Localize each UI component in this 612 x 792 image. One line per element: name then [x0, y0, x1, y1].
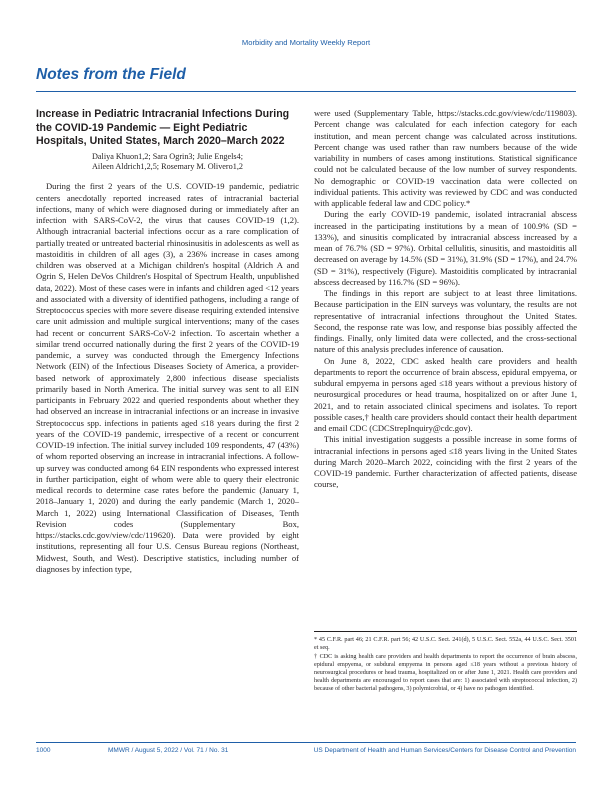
agency-name: US Department of Health and Human Services/Centers for Disease Control and Prevention [313, 747, 576, 754]
authors-line-2: Aileen Aldrich1,2,5; Rosemary M. Olivero1,2 [92, 161, 243, 171]
footer-divider [36, 742, 576, 743]
section-title: Notes from the Field [36, 66, 186, 83]
body-paragraph: During the early COVID-19 pandemic, isolated intracranial abscess increased in the participating institutions by a mean of 100.9% (SD = 133%), and sinusitis complicated by intracranial abscess increased by a mean of 76.7% (SD = 97%). Orbital cellulitis, sinusitis, and mastoiditis all decreased on average by 14.5% (SD = 31%), 31.9% (SD = 17%), and 24.7% (SD = 31%), respectively (Figure). Mastoiditis complicated by intracranial abscess decreased by 116.7% (SD = 96%). [314, 209, 577, 287]
body-paragraph: The findings in this report are subject to at least three limitations. Because participation in the EIN surveys was voluntary, the results are not representative of intracranial infections throughout the United States. Second, the response rate was low, and response bias possibly affected the findings. Finally, only limited data were collected, and the cross-sectional nature of this analysis precludes inference of causation. [314, 288, 577, 355]
body-paragraph: During the first 2 years of the U.S. COVID-19 pandemic, pediatric centers anecdotally reported increased rates of intracranial bacterial infections, many of which were diagnosed during or immediately after an infection with SARS-CoV-2, the virus that causes COVID-19 (1,2). Although intracranial bacterial infections occur as a rare complication of partially treated or untreated bacterial rhinosinusitis in adolescents as well as mastoiditis in children of all ages (3), a 236% increase in cases among children was observed at a Michigan children's hospital (Aldrich A and Ogrin S, Helen DeVos Children's Hospital of Spectrum Health, unpublished data, 2022). Most of these cases were in infants and children aged <12 years and associated with a diversity of identified pathogens, including a range of Streptococcus species with more severe disease requiring extended intensive care unit admission and multiple surgical interventions; many of the cases had recent or concurrent SARS-CoV-2 infection. To ascertain whether a similar trend occurred nationally during the first 2 years of the COVID-19 pandemic, a survey was conducted through the Emergency Infections Network (EIN) of the Infectious Diseases Society of America, a provider-based network of approximately 2,800 infectious disease specialists primarily based in North America. The initial survey was sent to all EIN participants in February 2022 and queried respondents about whether they had observed an increase in intracranial infections or an increase in invasive Streptococcus spp. infections in patients aged ≤18 years during the first 2 years of the COVID-19 pandemic, irrespective of a recent or concurrent COVID-19 infection. The initial survey included 109 respondents, 47 (43%) of whom reported observing an increase in intracranial infections. A follow-up survey was conducted among 64 EIN respondents who expressed interest in further participation, eight of whom were able to query their electronic medical records to determine case rates before the pandemic (January 1, 2018–January 1, 2020) and during the early pandemic (March 1, 2020–March 1, 2022) using International Classification of Diseases, Tenth Revision codes (Supplementary Box, https://stacks.cdc.gov/view/cdc/119620). Data were provided by eight institutions, representing all four U.S. Census Bureau regions (Northeast, Midwest, South, and West). Descriptive statistics, including number of diagnoses by infection type, [36, 181, 299, 574]
body-paragraph: This initial investigation suggests a possible increase in some forms of intracranial infections in persons aged ≤18 years living in the United States during March 2020–March 2022, coinciding with the first 2 years of the COVID-19 pandemic. Further characterization of affected patients, disease course, [314, 434, 577, 490]
journal-citation: MMWR / August 5, 2022 / Vol. 71 / No. 31 [108, 747, 229, 754]
left-column [36, 108, 299, 575]
running-head: Morbidity and Mortality Weekly Report [241, 38, 371, 47]
footnotes [314, 631, 577, 694]
footnote: * 45 C.F.R. part 46; 21 C.F.R. part 56; 42 U.S.C. Sect. 241(d), 5 U.S.C. Sect. 552a, 44 U.S.C. Sect. 3501 et seq. [314, 637, 577, 651]
page-number: 1000 [36, 747, 51, 754]
article-title: Increase in Pediatric Intracranial Infections During the COVID-19 Pandemic — Eight Pediatric Hospitals, United States, March 2020–March 2022 [36, 108, 290, 147]
body-paragraph: On June 8, 2022, CDC asked health care providers and health departments to report the occurrence of brain abscess, epidural empyema, or subdural empyema in persons aged ≤18 years without a previous history of neurosurgical procedures or head trauma, hospitalized on or after June 1, 2021, and to retain associated clinical specimens and isolates. To report possible cases,† health care providers should contact their health department and email CDC (CDCStrepInquiry@cdc.gov). [314, 355, 577, 433]
right-column [314, 108, 577, 491]
section-divider [36, 91, 576, 92]
authors-line-1: Daliya Khuon1,2; Sara Ogrin3; Julie Engels4; [92, 151, 243, 161]
footnote: † CDC is asking health care providers and health departments to report the occurrence of brain abscess, epidural empyema, or subdural empyema in persons aged ≤18 years without a previous history of neurosurgical procedures or head trauma, hospitalized on or after June 1, 2021. Health care providers and health departments are encouraged to report cases that are: 1) associated with streptococcal infection, 2) because of other bacterial pathogens, 3) polymicrobial, or 4) have no pathogen identified. [314, 654, 577, 692]
body-paragraph: were used (Supplementary Table, https://stacks.cdc.gov/view/cdc/119803). Percent change was calculated for each infection category for each institution, and mean percent change was calculated across institutions. Percent change was used rather than raw numbers because of the wide variability in numbers of cases among institutions. Statistical significance could not be calculated because of the low number of survey respondents. No demographic or COVID-19 vaccination data were collected on individual patients. This activity was reviewed by CDC and was conducted with applicable federal law and CDC policy.* [314, 108, 577, 208]
authors [36, 152, 299, 173]
